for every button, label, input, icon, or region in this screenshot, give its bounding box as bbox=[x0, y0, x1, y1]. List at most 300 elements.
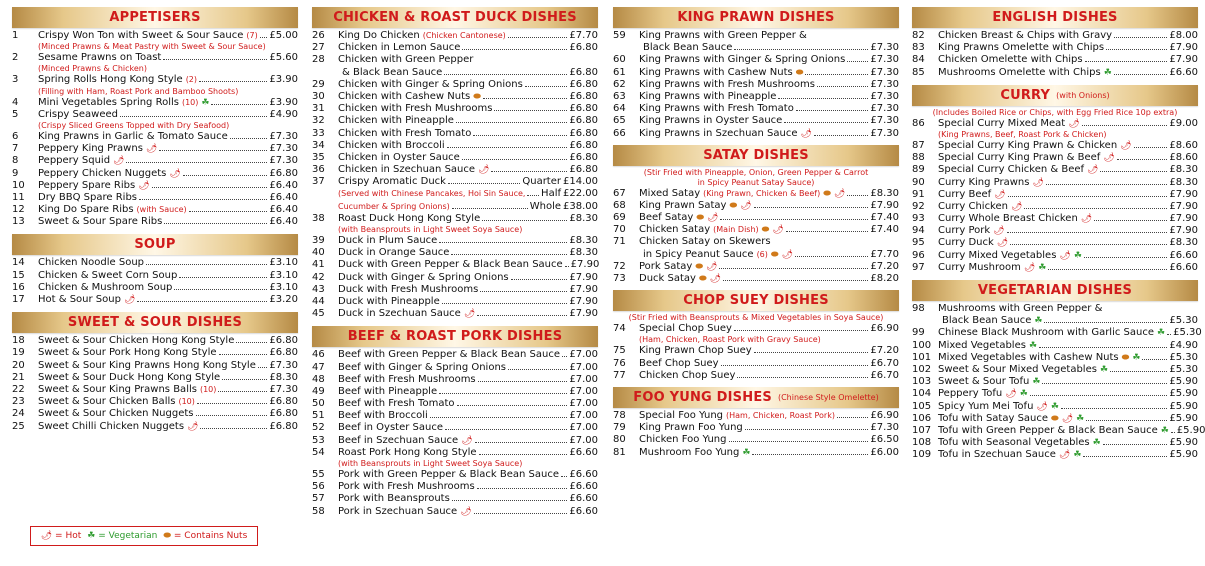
section-heading bbox=[12, 7, 298, 28]
item-name: Pork in Szechuan Sauce bbox=[338, 505, 458, 517]
nut-icon: ⬬ bbox=[698, 274, 707, 284]
dot-leader bbox=[754, 352, 869, 353]
dot-leader bbox=[734, 49, 868, 50]
section-subtitle: (Chinese Style Omelette) bbox=[777, 392, 879, 402]
nut-icon: ⬬ bbox=[770, 249, 779, 260]
item-number: 57 bbox=[312, 493, 325, 505]
item-price: £6.80 bbox=[569, 127, 598, 139]
dot-leader bbox=[218, 391, 267, 392]
item-name: Sweet & Sour Chicken Hong Kong Style bbox=[38, 335, 235, 347]
item-price: £7.90 bbox=[569, 295, 598, 307]
section-title: FOO YUNG DISHES bbox=[633, 389, 772, 405]
dot-leader bbox=[1044, 322, 1167, 323]
item-name: Sweet & Sour Chicken Balls bbox=[38, 396, 176, 408]
menu-item bbox=[312, 296, 598, 308]
item-name: Curry Mushroom bbox=[938, 261, 1021, 273]
dot-leader bbox=[494, 110, 567, 111]
item-name: Beef with Ginger & Spring Onions bbox=[338, 361, 506, 373]
dot-leader bbox=[1008, 196, 1168, 197]
item-number: 60 bbox=[613, 54, 626, 66]
nut-icon: ⬬ bbox=[696, 213, 704, 224]
item-price: £7.40 bbox=[870, 212, 899, 224]
menu-item bbox=[613, 273, 899, 285]
item-number: 106 bbox=[912, 412, 932, 424]
dot-leader bbox=[1114, 37, 1167, 38]
item-name: Sweet & Sour Mixed Vegetables bbox=[938, 363, 1097, 375]
item-price: £5.30 bbox=[1173, 327, 1202, 339]
dot-leader bbox=[430, 417, 568, 418]
item-detail: (2) bbox=[185, 75, 198, 85]
menu-item bbox=[12, 372, 298, 384]
dot-leader bbox=[508, 37, 568, 38]
dot-leader bbox=[260, 37, 268, 38]
item-name: Sesame Prawns on Toast bbox=[38, 52, 162, 64]
menu-item bbox=[613, 422, 899, 434]
dot-leader bbox=[199, 81, 267, 82]
chilli-icon: 🌶︎ bbox=[1068, 118, 1080, 129]
item-price: £3.90 bbox=[269, 74, 298, 86]
menu-item bbox=[12, 270, 298, 282]
section-title: BEEF & ROAST PORK DISHES bbox=[347, 329, 563, 345]
item-name: Tofu with Green Pepper & Black Bean Sauce bbox=[938, 424, 1158, 436]
item-number: 82 bbox=[912, 30, 925, 41]
item-price: £6.00 bbox=[870, 446, 899, 458]
nut-icon: ⬬ bbox=[1121, 352, 1130, 363]
item-name: King Prawns with Ginger & Spring Onions bbox=[639, 54, 846, 66]
item-price: £7.30 bbox=[870, 127, 899, 139]
menu-item bbox=[312, 374, 598, 386]
leaf-icon: ☘ bbox=[742, 447, 751, 458]
item-price: £7.30 bbox=[269, 155, 298, 167]
item-price: £6.40 bbox=[269, 204, 298, 216]
dot-leader bbox=[480, 291, 567, 292]
legend-veg bbox=[87, 531, 157, 541]
menu-item bbox=[312, 213, 598, 225]
item-name: Duck with Fresh Mushrooms bbox=[338, 283, 479, 295]
item-number: 9 bbox=[12, 167, 19, 179]
item-name: King Prawn Chop Suey bbox=[639, 345, 752, 357]
item-name: Curry Whole Breast Chicken bbox=[938, 213, 1078, 225]
item-name: Duck in Szechuan Sauce bbox=[338, 308, 461, 320]
item-name: Roast Pork Hong Kong Style bbox=[338, 446, 477, 458]
item-name: Chicken Satay bbox=[639, 224, 711, 236]
menu-item bbox=[613, 67, 899, 79]
item-number: 80 bbox=[613, 434, 626, 446]
item-number: 17 bbox=[12, 294, 25, 305]
item-price: £6.60 bbox=[1169, 249, 1198, 261]
item-price: £5.90 bbox=[1169, 437, 1198, 449]
section-title: CHICKEN & ROAST DUCK DISHES bbox=[333, 10, 577, 25]
section-title: VEGETARIAN DISHES bbox=[977, 283, 1133, 298]
dot-leader bbox=[457, 405, 568, 406]
item-number: 38 bbox=[312, 212, 325, 224]
chilli-icon: 🌶︎ bbox=[833, 188, 846, 199]
section-title: SOUP bbox=[134, 237, 176, 253]
item-number: 36 bbox=[312, 164, 325, 176]
item-price: £6.90 bbox=[870, 409, 899, 421]
dot-leader bbox=[159, 150, 267, 151]
item-price: £7.00 bbox=[569, 373, 598, 385]
nut-icon: ⬬ bbox=[795, 67, 804, 78]
dish-description: Cucumber & Spring Onions) bbox=[338, 201, 450, 211]
item-price: £38.00 bbox=[563, 200, 598, 212]
dish-description: (King Prawns, Beef, Roast Pork & Chicken) bbox=[938, 129, 1107, 139]
item-price: £6.40 bbox=[269, 216, 298, 228]
menu-item bbox=[912, 201, 1198, 213]
menu-item bbox=[912, 152, 1198, 164]
item-number: 67 bbox=[613, 187, 626, 199]
nut-icon: ⬬ bbox=[823, 188, 831, 199]
dot-leader bbox=[483, 98, 567, 99]
item-price: £3.10 bbox=[269, 269, 298, 281]
item-price: £7.00 bbox=[569, 398, 598, 410]
menu-item-continued bbox=[613, 249, 899, 261]
item-number: 28 bbox=[312, 54, 325, 66]
menu-item bbox=[12, 131, 298, 143]
menu-item bbox=[312, 164, 598, 176]
item-price: £5.30 bbox=[1169, 363, 1198, 375]
dot-leader bbox=[126, 162, 267, 163]
menu-item bbox=[912, 401, 1198, 413]
item-name: Black Bean Sauce bbox=[942, 315, 1032, 327]
dot-leader bbox=[258, 367, 267, 368]
menu-item bbox=[912, 237, 1198, 249]
menu-column-3 bbox=[613, 0, 899, 459]
item-number: 50 bbox=[312, 398, 325, 410]
menu-item bbox=[12, 360, 298, 372]
dot-leader bbox=[1039, 347, 1167, 348]
menu-item-continued bbox=[312, 67, 598, 79]
item-name: Spicy Yum Mei Tofu bbox=[938, 400, 1034, 412]
dot-leader bbox=[1103, 444, 1168, 445]
item-number: 31 bbox=[312, 103, 325, 115]
item-price: £6.80 bbox=[269, 347, 298, 359]
item-price: £7.90 bbox=[1169, 213, 1198, 225]
item-number: 68 bbox=[613, 199, 626, 211]
menu-item bbox=[312, 115, 598, 127]
item-price: £7.30 bbox=[269, 383, 298, 395]
dot-leader bbox=[1010, 244, 1167, 245]
item-detail: (Ham, Chicken, Roast Pork) bbox=[726, 410, 835, 420]
menu-item bbox=[613, 236, 899, 248]
dot-leader bbox=[754, 207, 869, 208]
item-name: King Prawns Omelette with Chips bbox=[938, 42, 1105, 54]
dot-leader bbox=[219, 354, 268, 355]
menu-item bbox=[613, 323, 899, 335]
leaf-icon: ☘ bbox=[1157, 328, 1166, 339]
item-number: 18 bbox=[12, 335, 25, 347]
item-name: Sweet & Sour Duck Hong Kong Style bbox=[38, 371, 221, 383]
item-number: 91 bbox=[912, 188, 925, 200]
dot-leader bbox=[491, 171, 567, 172]
menu-section bbox=[912, 85, 1198, 274]
item-name: Peppery King Prawns bbox=[38, 143, 143, 155]
item-number: 55 bbox=[312, 469, 325, 480]
dot-leader bbox=[1084, 257, 1167, 258]
item-price: £6.60 bbox=[569, 446, 598, 458]
dot-leader bbox=[439, 242, 567, 243]
item-number: 94 bbox=[912, 225, 925, 237]
item-name: Curry Beef bbox=[938, 188, 992, 200]
dot-leader bbox=[729, 441, 869, 442]
leaf-icon: ☘ bbox=[1073, 250, 1082, 261]
item-number: 22 bbox=[12, 383, 25, 395]
item-number: 23 bbox=[12, 396, 25, 408]
item-number: 43 bbox=[312, 283, 325, 295]
item-name: Chicken with Broccoli bbox=[338, 139, 445, 151]
menu-item bbox=[613, 91, 899, 103]
menu-item bbox=[312, 362, 598, 374]
item-name: Peppery Squid bbox=[38, 155, 111, 167]
chilli-icon: 🌶︎ bbox=[1120, 140, 1132, 151]
dot-leader bbox=[1083, 456, 1167, 457]
nut-icon: ⬬ bbox=[163, 531, 172, 541]
item-name: Special Curry King Prawn & Chicken bbox=[938, 139, 1118, 151]
menu-item bbox=[613, 188, 899, 200]
item-name: Mixed Vegetables bbox=[938, 339, 1026, 351]
dot-leader bbox=[211, 104, 267, 105]
item-price: £9.00 bbox=[1169, 117, 1198, 129]
item-price: £7.00 bbox=[569, 422, 598, 434]
item-name: Pork with Green Pepper & Black Bean Sauce bbox=[338, 469, 560, 480]
chilli-icon: 🌶︎ bbox=[145, 144, 158, 155]
menu-item bbox=[912, 376, 1198, 388]
item-number: 99 bbox=[912, 327, 925, 339]
item-number: 59 bbox=[613, 30, 626, 41]
chilli-icon: 🌶︎ bbox=[993, 226, 1005, 237]
section-heading bbox=[12, 312, 298, 333]
item-price: £6.80 bbox=[269, 420, 298, 432]
item-price: £7.00 bbox=[569, 434, 598, 446]
item-price: £7.00 bbox=[569, 385, 598, 397]
menu-section bbox=[613, 290, 899, 382]
item-price: £6.60 bbox=[569, 505, 598, 517]
dot-leader bbox=[508, 369, 567, 370]
item-name: Curry King Prawns bbox=[938, 176, 1030, 188]
menu-item bbox=[912, 140, 1198, 152]
dot-leader bbox=[1024, 208, 1167, 209]
item-number: 87 bbox=[912, 139, 925, 151]
item-name: King Prawns with Fresh Tomato bbox=[639, 103, 794, 115]
item-price: £6.80 bbox=[569, 151, 598, 163]
item-price: £14.00 bbox=[563, 176, 598, 188]
item-number: 56 bbox=[312, 481, 325, 493]
menu-column-4 bbox=[912, 0, 1205, 461]
item-name: Special Chop Suey bbox=[639, 323, 732, 335]
dish-description: (Served with Chinese Pancakes, Hoi Sin Sauce, bbox=[338, 189, 526, 199]
chilli-icon: 🌶︎ bbox=[1023, 262, 1036, 273]
item-number: 37 bbox=[312, 176, 325, 188]
menu-item bbox=[312, 91, 598, 103]
dot-leader bbox=[1134, 147, 1168, 148]
leaf-icon: ☘ bbox=[87, 531, 96, 541]
dot-leader bbox=[1082, 125, 1168, 126]
item-name: Special Curry King Prawn & Beef bbox=[938, 152, 1101, 164]
item-number: 105 bbox=[912, 400, 932, 412]
item-price: £7.30 bbox=[870, 54, 899, 66]
item-name: Sweet & Sour King Prawns Hong Kong Style bbox=[38, 359, 256, 371]
menu-item bbox=[613, 224, 899, 236]
item-price: £7.90 bbox=[1169, 188, 1198, 200]
dot-leader bbox=[814, 135, 868, 136]
leaf-icon: ☘ bbox=[1032, 377, 1041, 388]
item-name: Spring Rolls Hong Kong Style bbox=[38, 74, 183, 86]
menu-item bbox=[312, 349, 598, 361]
item-name: Chicken with Pineapple bbox=[338, 115, 454, 127]
item-number: 79 bbox=[613, 422, 626, 434]
item-number: 65 bbox=[613, 115, 626, 127]
item-price: £8.60 bbox=[1169, 152, 1198, 164]
item-name: Tofu with Seasonal Vegetables bbox=[938, 437, 1090, 449]
item-price: £5.90 bbox=[1169, 376, 1198, 388]
section-title: SATAY DISHES bbox=[703, 147, 809, 163]
dot-leader bbox=[1094, 220, 1167, 221]
menu-item bbox=[912, 30, 1198, 42]
dot-leader bbox=[447, 147, 568, 148]
item-name: Sweet & Sour Chicken Nuggets bbox=[38, 408, 194, 420]
item-name: Chicken with Cashew Nuts bbox=[338, 90, 471, 102]
dot-leader bbox=[462, 159, 568, 160]
legend-hot-label: = Hot bbox=[55, 531, 82, 541]
menu-item bbox=[613, 212, 899, 224]
menu-item bbox=[312, 176, 598, 188]
dot-leader bbox=[1171, 432, 1175, 433]
dot-leader bbox=[752, 454, 868, 455]
leaf-icon: ☘ bbox=[1028, 340, 1038, 351]
item-price: £5.00 bbox=[269, 30, 298, 41]
dot-leader bbox=[444, 74, 567, 75]
item-price: £6.40 bbox=[269, 191, 298, 203]
menu-item-continued bbox=[613, 42, 899, 54]
menu-item bbox=[312, 284, 598, 296]
menu-item bbox=[12, 168, 298, 180]
item-name: Mushrooms Omelette with Chips bbox=[938, 66, 1101, 78]
menu-item bbox=[312, 152, 598, 164]
menu-section bbox=[312, 7, 598, 320]
item-name: King Prawn Foo Yung bbox=[639, 422, 743, 434]
item-name: Duck Satay bbox=[639, 273, 696, 284]
item-price: £7.30 bbox=[870, 42, 899, 54]
item-number: 25 bbox=[12, 420, 25, 432]
menu-item bbox=[912, 388, 1198, 400]
item-number: 33 bbox=[312, 127, 325, 139]
menu-item bbox=[613, 200, 899, 212]
item-price: £6.60 bbox=[569, 469, 598, 480]
item-number: 95 bbox=[912, 237, 925, 249]
dot-leader bbox=[474, 513, 568, 514]
section-heading bbox=[312, 7, 598, 28]
menu-item-continued bbox=[312, 201, 598, 213]
item-price: £7.30 bbox=[870, 66, 899, 78]
menu-item bbox=[912, 189, 1198, 201]
item-number: 54 bbox=[312, 446, 325, 458]
item-name: Curry Mixed Vegetables bbox=[938, 249, 1057, 261]
menu-item bbox=[12, 408, 298, 420]
section-heading bbox=[312, 326, 598, 347]
item-price: £7.00 bbox=[569, 361, 598, 373]
leaf-icon: ☘ bbox=[1103, 67, 1112, 78]
item-name: King Prawns with Cashew Nuts bbox=[639, 66, 793, 78]
item-price: £6.60 bbox=[569, 481, 598, 493]
item-number: 24 bbox=[12, 408, 25, 420]
item-name: Special Foo Yung bbox=[639, 409, 724, 421]
menu-item bbox=[312, 435, 598, 447]
item-number: 100 bbox=[912, 339, 932, 351]
item-number: 52 bbox=[312, 422, 325, 434]
item-price: £7.30 bbox=[870, 78, 899, 90]
menu-item bbox=[613, 79, 899, 91]
section-heading bbox=[613, 7, 899, 28]
chilli-icon: 🌶︎ bbox=[1036, 401, 1048, 412]
item-name: Mixed Satay bbox=[639, 187, 701, 199]
item-name: Duck with Pineapple bbox=[338, 295, 440, 307]
item-name: Chicken & Mushroom Soup bbox=[38, 281, 173, 293]
item-price: £6.40 bbox=[269, 179, 298, 191]
leaf-icon: ☘ bbox=[201, 97, 210, 108]
item-name: Dry BBQ Spare Ribs bbox=[38, 191, 138, 203]
menu-section bbox=[312, 326, 598, 517]
item-price: £6.80 bbox=[269, 408, 298, 420]
section-heading bbox=[912, 85, 1198, 106]
menu-item bbox=[12, 97, 298, 109]
menu-item bbox=[312, 128, 598, 140]
dot-leader bbox=[565, 266, 569, 267]
item-number: 97 bbox=[912, 261, 925, 273]
item-name: Sweet & Sour Tofu bbox=[938, 376, 1030, 388]
item-number: 101 bbox=[912, 351, 932, 363]
dot-leader bbox=[448, 183, 520, 184]
item-price: £8.30 bbox=[569, 212, 598, 224]
nut-icon: ⬬ bbox=[695, 261, 704, 272]
item-detail: (6) bbox=[756, 249, 768, 259]
item-number: 26 bbox=[312, 30, 325, 41]
item-price: £6.60 bbox=[1169, 66, 1198, 78]
section-title: SWEET & SOUR DISHES bbox=[67, 315, 243, 331]
item-name: Chicken with Fresh Tomato bbox=[338, 127, 472, 139]
item-name: Chicken Foo Yung bbox=[639, 434, 727, 446]
item-price: £3.10 bbox=[269, 281, 298, 293]
item-number: 6 bbox=[12, 130, 19, 142]
chilli-icon: 🌶︎ bbox=[463, 309, 476, 320]
item-price: £6.80 bbox=[569, 103, 598, 115]
chilli-icon: 🌶︎ bbox=[113, 156, 125, 167]
item-name: Sweet & Sour Spare Ribs bbox=[38, 216, 163, 228]
item-price: £7.30 bbox=[269, 130, 298, 142]
item-number: 77 bbox=[613, 369, 626, 381]
item-number: 32 bbox=[312, 115, 325, 127]
menu-item bbox=[912, 424, 1205, 437]
item-name: Chicken in Lemon Sauce bbox=[338, 42, 461, 54]
section-heading bbox=[12, 234, 298, 255]
item-name: King Prawns with Fresh Mushrooms bbox=[639, 78, 815, 90]
dot-leader bbox=[805, 74, 868, 75]
dot-leader bbox=[1100, 171, 1167, 172]
item-price: £8.30 bbox=[1169, 164, 1198, 176]
dot-leader bbox=[525, 86, 568, 87]
menu-item bbox=[312, 469, 598, 481]
chilli-icon: 🌶︎ bbox=[460, 506, 472, 517]
item-name: King Prawn Satay bbox=[639, 199, 727, 211]
menu-item-continued bbox=[912, 315, 1198, 327]
dot-leader bbox=[720, 219, 868, 220]
chilli-icon: 🌶︎ bbox=[123, 295, 136, 305]
nut-icon: ⬬ bbox=[761, 225, 770, 236]
menu-column-1 bbox=[12, 0, 298, 433]
chilli-icon: 🌶︎ bbox=[1103, 153, 1115, 164]
item-detail: (10) bbox=[181, 97, 199, 107]
item-number: 41 bbox=[312, 259, 325, 271]
item-price: £8.30 bbox=[870, 187, 899, 199]
